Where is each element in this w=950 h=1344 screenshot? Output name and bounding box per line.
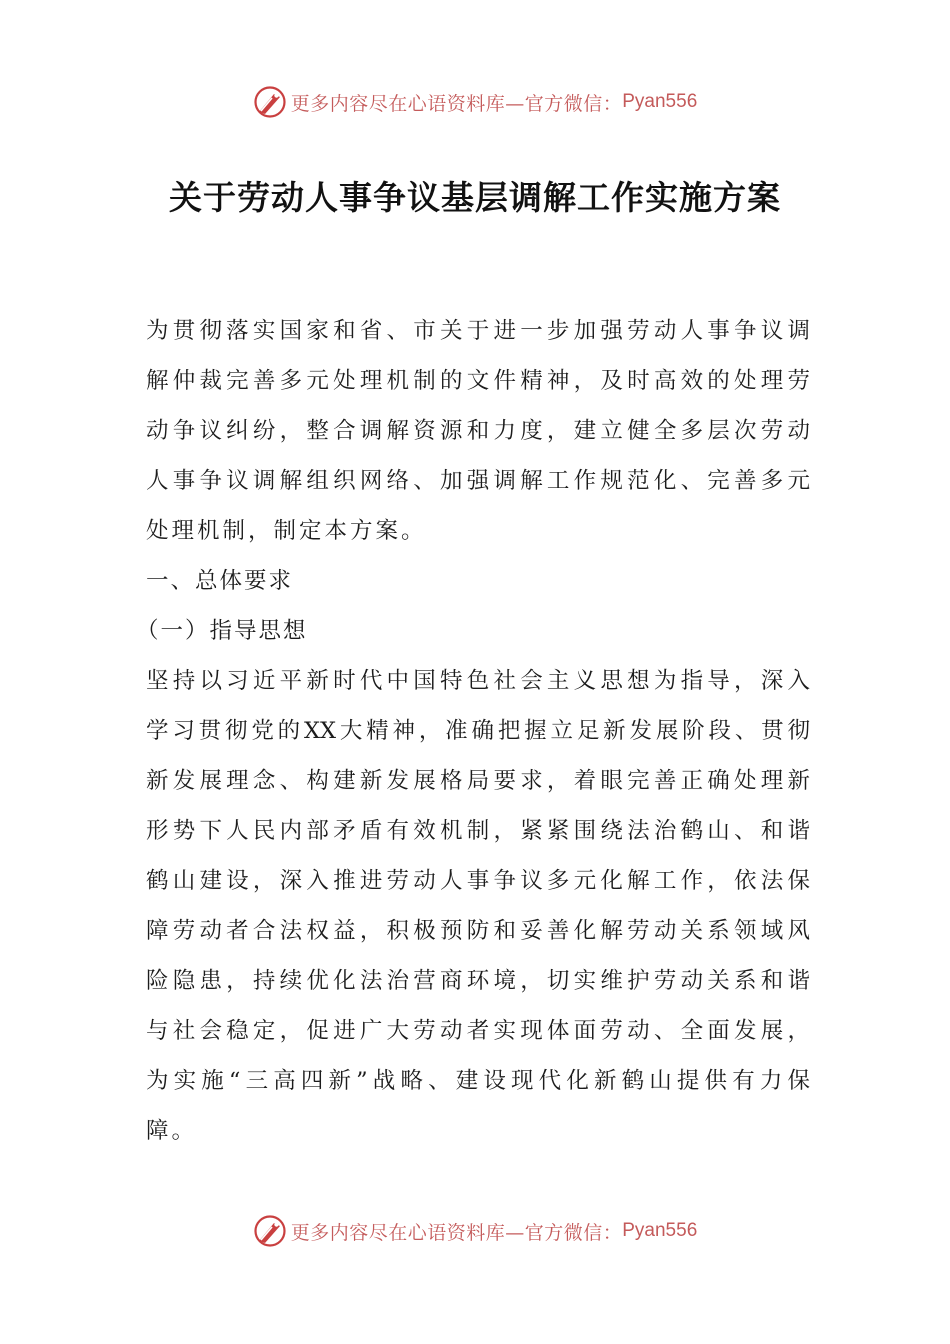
paragraph-line: 人事争议调解组织网络、加强调解工作规范化、完善多元 [146, 468, 810, 494]
watermark-banner-top [0, 80, 950, 124]
document-body [136, 306, 810, 1156]
paragraph-line: 形势下人民内部矛盾有效机制，紧紧围绕法治鹤山、和谐 [146, 818, 810, 844]
paragraph-line: 新发展理念、构建新发展格局要求，着眼完善正确处理新 [146, 768, 810, 794]
paragraph-line: 障。 [146, 1118, 198, 1144]
paragraph-line: 为贯彻落实国家和省、市关于进一步加强劳动人事争议调 [146, 318, 810, 344]
pen-nib-logo-icon [253, 85, 287, 119]
paragraph-line: 鹤山建设，深入推进劳动人事争议多元化解工作，依法保 [146, 868, 810, 894]
pen-nib-logo-icon [253, 1214, 287, 1248]
watermark-banner-bottom [0, 1209, 950, 1253]
paragraph-line: 与社会稳定，促进广大劳动者实现体面劳动、全面发展， [146, 1018, 810, 1044]
watermark-wechat-id: Pyan556 [622, 91, 698, 112]
watermark-wechat-id: Pyan556 [622, 1220, 698, 1241]
paragraph-line: 学习贯彻党的XX大精神，准确把握立足新发展阶段、贯彻 [146, 718, 810, 744]
section-heading: 一、总体要求 [146, 568, 294, 594]
paragraph-line: 险隐患，持续优化法治营商环境，切实维护劳动关系和谐 [146, 968, 810, 994]
subsection-heading: （一）指导思想 [136, 618, 308, 644]
paragraph-line: 为实施“三高四新”战略、建设现代化新鹤山提供有力保 [146, 1068, 810, 1094]
paragraph-line: 动争议纠纷，整合调解资源和力度，建立健全多层次劳动 [146, 418, 810, 444]
paragraph-line: 处理机制，制定本方案。 [146, 518, 427, 544]
paragraph-line: 坚持以习近平新时代中国特色社会主义思想为指导，深入 [146, 668, 810, 694]
paragraph-line: 解仲裁完善多元处理机制的文件精神，及时高效的处理劳 [146, 368, 810, 394]
watermark-text: 更多内容尽在心语资料库—官方微信： [290, 1221, 623, 1244]
document-title: 关于劳动人事争议基层调解工作实施方案 [169, 178, 781, 217]
paragraph-line: 障劳动者合法权益，积极预防和妥善化解劳动关系领域风 [146, 918, 810, 944]
watermark-text: 更多内容尽在心语资料库—官方微信： [290, 92, 623, 115]
